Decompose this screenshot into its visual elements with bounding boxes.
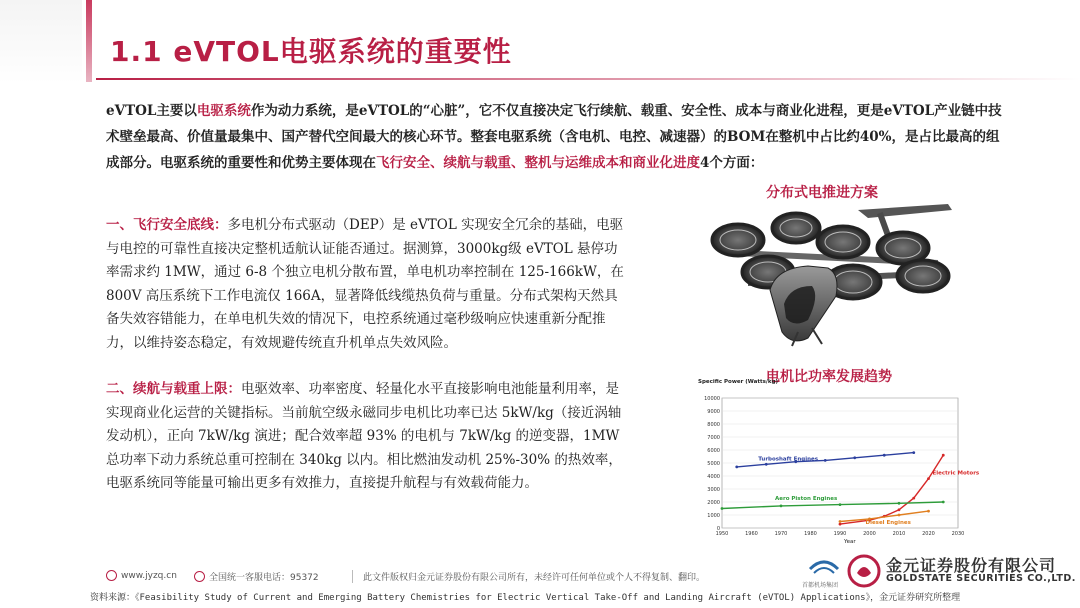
chart-ylabel: Specific Power (Watts/kg)	[698, 379, 779, 385]
chart-point	[912, 497, 915, 500]
chart-point	[912, 451, 915, 454]
chart-point	[839, 520, 842, 523]
chart-y-tick-label: 10000	[704, 396, 720, 402]
section-body-range: 电驱效率、功率密度、轻量化水平直接影响电池能量利用率，是实现商业化运营的关键指标。当前航空级永磁同步电机比功率已达 5kW/kg（接近涡轴发动机），正向 7kW/kg 演进；配合效率超 93% 的电机与 7kW/kg 的逆变器，1MW 总功率下动力系统总重可控制在 340kg 以内。相比燃油发动机 25%-30% 的热效率，电驱系统同等能量可输出更多有效推力，直接提升航程与有效载荷能力。	[106, 381, 622, 491]
chart-y-tick-label: 1000	[707, 513, 720, 519]
chart-x-tick-label: 1990	[833, 531, 847, 537]
section-heading-safety: 一、飞行安全底线：	[106, 217, 228, 233]
phone-icon	[194, 571, 205, 582]
chart-point	[898, 508, 901, 511]
title-divider	[96, 78, 1080, 80]
footer-website[interactable]	[106, 570, 177, 581]
title-corner-decoration	[0, 0, 82, 84]
chart-point	[898, 514, 901, 517]
chart-point	[927, 510, 930, 513]
chart-x-tick-label: 2030	[951, 531, 965, 537]
section-body-safety: 多电机分布式驱动（DEP）是 eVTOL 实现安全冗余的基础，电驱与电控的可靠性直接决定整机适航认证能否通过。据测算，3000kg级 eVTOL 悬停功率需求约 1MW，通过 6-8 个独立电机分散布置，单电机功率控制在 125-166kW，在 800V 高压系统下工作电流仅 166A，显著降低线缆热负荷与重量。分布式架构天然具备失效容错能力，在单电机失效的情况下，电控系统通过毫秒级响应快速重新分配推力，以维持姿态稳定，有效规避传统直升机单点失效风险。	[106, 217, 624, 351]
chart-point	[853, 456, 856, 459]
chart-point	[927, 477, 930, 480]
company-logo	[802, 553, 1076, 589]
evtol-aircraft-illustration	[708, 200, 963, 348]
figure-caption-specific-power: 电机比功率发展趋势	[766, 369, 892, 385]
company-name-en: GOLDSTATE SECURITIES CO.,LTD.	[886, 573, 1076, 584]
chart-y-tick-label: 3000	[707, 487, 720, 493]
chart-x-tick-label: 2020	[922, 531, 935, 537]
chart-x-tick-label: 1970	[774, 531, 788, 537]
chart-series-label: Diesel Engines	[865, 519, 911, 526]
chart-y-tick-label: 6000	[707, 448, 720, 454]
intro-text-2: 作为动力系统，是eVTOL的“心脏”，它不仅直接决定飞行续航、载重、安全性、成本与商业化进程，更是eVTOL产业链中技术壁垒最高、价值量最集中、国产替代空间最大的核心环节。整套电驱系统（含电机、电控、减速器）的BOM在整机中占比约40%，是占比最高的组成部分。电驱系统的重要性和优势主要体现在	[106, 103, 1002, 171]
intro-text-1: eVTOL主要以	[106, 103, 197, 119]
title-accent-stripe	[86, 0, 92, 82]
chart-xlabel: Year	[844, 539, 856, 545]
chart-series-label: Turboshaft Engines	[758, 456, 818, 463]
chart-x-tick-label: 2010	[892, 531, 906, 537]
figure-caption-dep: 分布式电推进方案	[766, 185, 878, 201]
intro-text-3: 4个方面：	[700, 155, 764, 171]
intro-paragraph	[106, 98, 1006, 176]
chart-point	[721, 507, 724, 510]
chart-y-tick-label: 5000	[707, 461, 720, 467]
chart-x-tick-label: 1950	[715, 531, 729, 537]
airport-group-logo-icon	[806, 553, 842, 579]
footer-notice	[352, 570, 705, 583]
footer-website-text: www.jyzq.cn	[121, 570, 177, 581]
specific-power-chart	[696, 376, 980, 545]
chart-y-tick-label: 8000	[707, 422, 720, 428]
section-heading-range: 二、续航与载重上限：	[106, 381, 241, 397]
chart-point	[839, 503, 842, 506]
chart-point	[824, 459, 827, 462]
section-range-payload	[106, 378, 626, 496]
globe-icon	[106, 570, 117, 581]
chart-y-tick-label: 4000	[707, 474, 720, 480]
footer-hotline-text: 全国统一客服电话：95372	[209, 573, 319, 583]
chart-point	[898, 502, 901, 505]
intro-highlight-2: 飞行安全、续航与载重、整机与运维成本和商业化进度	[376, 155, 700, 171]
intro-highlight-1: 电驱系统	[196, 103, 251, 119]
chart-point	[735, 466, 738, 469]
page-title: 1.1 eVTOL电驱系统的重要性	[110, 35, 512, 68]
chart-point	[780, 505, 783, 508]
chart-x-tick-label: 1960	[745, 531, 758, 537]
chart-x-tick-label: 1980	[804, 531, 817, 537]
goldstate-logo-icon	[846, 553, 882, 589]
logo-sublabel: 首都机场集团	[802, 582, 839, 589]
chart-y-tick-label: 2000	[707, 500, 720, 506]
chart-point	[839, 523, 842, 526]
chart-y-tick-label: 0	[716, 526, 720, 532]
chart-y-tick-label: 9000	[707, 409, 720, 415]
section-flight-safety	[106, 214, 626, 355]
chart-point	[942, 501, 945, 504]
source-note: 资料来源：《Feasibility Study of Current and Emerging Battery Chemistries for Electric Vertical Take-Off and Landing Aircraft (eVTOL) Applications》，金元证券研究所整理	[90, 593, 961, 603]
chart-point	[942, 454, 945, 457]
chart-series-label: Aero Piston Engines	[775, 495, 838, 502]
footer-notice-text: 此文件版权归金元证券股份有限公司所有，未经许可任何单位或个人不得复制、翻印。	[363, 573, 706, 583]
chart-point	[765, 463, 768, 466]
chart-y-tick-label: 7000	[707, 435, 720, 441]
footer-hotline	[194, 570, 319, 583]
chart-x-tick-label: 2000	[863, 531, 876, 537]
chart-series-label: Electric Motors	[932, 470, 980, 477]
chart-point	[883, 454, 886, 457]
company-name-cn: 金元证券股份有限公司	[886, 556, 1057, 575]
